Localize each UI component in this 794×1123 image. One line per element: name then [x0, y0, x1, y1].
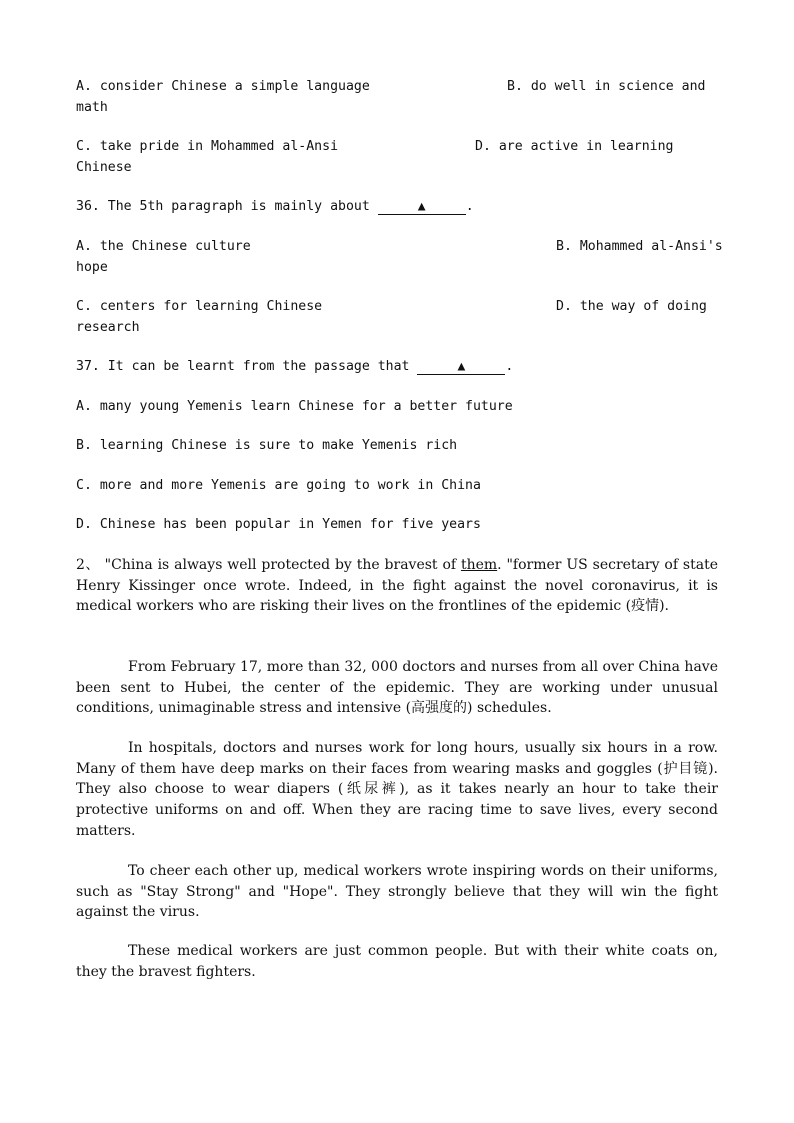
- q36-option-b: B. Mohammed al-Ansi's: [556, 239, 723, 254]
- q37-stem-end: .: [505, 359, 514, 374]
- paragraph-1-start: 2、 "China is always well protected by the bravest of: [76, 557, 461, 573]
- q37-option-b: B. learning Chinese is sure to make Yemenis rich: [76, 438, 458, 453]
- q37-option-a: A. many young Yemenis learn Chinese for a better future: [76, 399, 513, 414]
- q35-option-b: B. do well in science and: [507, 79, 706, 94]
- q37-stem-text: 37. It can be learnt from the passage that: [76, 359, 410, 374]
- q35-option-d-cont: Chinese: [76, 160, 132, 175]
- q37-option-c: C. more and more Yemenis are going to work in China: [76, 478, 481, 493]
- answer-blank: [417, 360, 505, 375]
- q36-option-a: A. the Chinese culture: [76, 239, 251, 254]
- triangle-marker-icon: ▲: [457, 359, 466, 374]
- passage-paragraph-5: [76, 941, 718, 982]
- q35-option-d: D. are active in learning: [475, 139, 674, 154]
- answer-blank: [378, 200, 466, 215]
- passage-paragraph-1: [76, 555, 718, 617]
- q35-option-b-cont: math: [76, 100, 108, 115]
- q35-option-a: A. consider Chinese a simple language: [76, 79, 370, 94]
- q35-option-c: C. take pride in Mohammed al-Ansi: [76, 139, 339, 154]
- q36-option-b-cont: hope: [76, 260, 108, 275]
- passage-paragraph-4: [76, 861, 718, 923]
- q36-stem-end: .: [465, 199, 474, 214]
- q37-option-d: D. Chinese has been popular in Yemen for five years: [76, 517, 481, 532]
- paragraph-2-text: From February 17, more than 32, 000 doctors and nurses from all over China have been sent to Hubei, the center of the epidemic. They are working under unusual conditions, unimaginable stress and intensive (高强度的) schedules.: [76, 659, 718, 717]
- q36-stem: [76, 197, 474, 217]
- q37-stem: [76, 357, 513, 377]
- q36-option-c: C. centers for learning Chinese: [76, 299, 323, 314]
- triangle-marker-icon: ▲: [417, 199, 426, 214]
- underlined-word: them: [460, 557, 498, 573]
- paragraph-4-text: To cheer each other up, medical workers wrote inspiring words on their uniforms, such as "Stay Strong" and "Hope". They strongly believe that they will win the fight against the virus.: [76, 863, 718, 921]
- q36-option-d: D. the way of doing: [556, 299, 707, 314]
- paragraph-5-text: These medical workers are just common people. But with their white coats on, they the bravest fighters.: [76, 943, 718, 980]
- passage-paragraph-2: [76, 657, 718, 719]
- paragraph-1-end: . "former US secretary of state Henry Kissinger once wrote. Indeed, in the fight against the novel coronavirus, it is medical workers who are risking their lives on the frontlines of the epidemic (疫情).: [76, 557, 718, 615]
- passage-paragraph-3: [76, 738, 718, 842]
- q36-option-d-cont: research: [76, 320, 140, 335]
- q36-stem-text: 36. The 5th paragraph is mainly about: [76, 199, 370, 214]
- paragraph-3-text: In hospitals, doctors and nurses work for long hours, usually six hours in a row. Many of them have deep marks on their faces from wearing masks and goggles (护目镜). They also choose to wear diapers (纸尿裤), as it takes nearly an hour to take their protective uniforms on and off. When they are racing time to save lives, every second matters.: [76, 740, 718, 839]
